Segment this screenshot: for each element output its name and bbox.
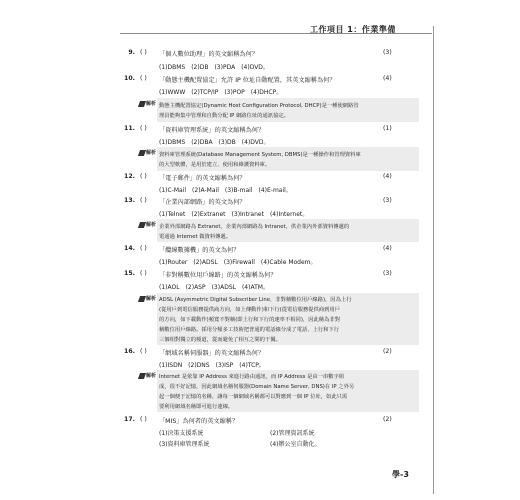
explanation-line: 三個相對獨立的頻道，從而避免了相互之間的干擾。 bbox=[159, 337, 281, 343]
explanation-line: 資料庫管理系統(Database Management System, DBMS)是一種操作和管理資料庫 bbox=[159, 152, 361, 158]
question-number: 17. bbox=[124, 416, 135, 423]
question-number: 15. bbox=[124, 270, 135, 277]
explanation-box bbox=[139, 219, 429, 242]
explanation-box bbox=[139, 147, 429, 171]
question-options: (1)Telnet (2)Extranet (3)Intranet (4)Internet。 bbox=[159, 211, 309, 218]
explanation-pen-icon: 解析 bbox=[139, 294, 157, 304]
question-text: 「個人數位助理」的英文縮稱為何？ bbox=[159, 51, 258, 58]
question-text: 「纜線數據機」的英文為何？ bbox=[159, 247, 240, 254]
explanation-line: 的大型軟體，是用於建立、使用和維護資料庫。 bbox=[159, 162, 271, 168]
explanation-line: 的方向，如下載動作)頻寬不對稱(即上行和下行的速率不相同)，因此稱為非對 bbox=[159, 317, 340, 323]
explanation-line: 起一個便于記憶的名稱，讓每一個網域名稱都可以對應到一個 IP 位址，如此只需 bbox=[159, 394, 348, 400]
answer-key: (4) bbox=[383, 173, 392, 180]
explanation-box bbox=[139, 98, 429, 122]
answer-key: (3) bbox=[383, 197, 392, 204]
question-text: 「電子郵件」的英文縮稱為何？ bbox=[159, 175, 246, 182]
answer-key: (4) bbox=[383, 75, 392, 82]
answer-blank: ( ) bbox=[140, 270, 147, 277]
explanation-pen-icon: 解析 bbox=[139, 371, 157, 381]
question-options: (1)Router (2)ADSL (3)Firewall (4)Cable Modem。 bbox=[159, 259, 317, 266]
question-number: 13. bbox=[124, 197, 135, 204]
answer-blank: ( ) bbox=[140, 173, 147, 180]
explanation-pen-icon: 解析 bbox=[139, 99, 157, 109]
answer-blank: ( ) bbox=[140, 125, 147, 132]
answer-key: (3) bbox=[383, 49, 392, 56]
question-options: (1)C-Mail (2)A-Mail (3)B-mail (4)E-mail。 bbox=[159, 187, 292, 194]
explanation-line: 企業外部網路為 Extranet，企業內部網路為 Intranet，供企業內外部資料傳遞的 bbox=[159, 224, 350, 230]
answer-blank: ( ) bbox=[140, 348, 147, 355]
header-title: 工作項目 1：作業準備 bbox=[310, 25, 396, 34]
question-number: 11. bbox=[124, 125, 135, 132]
explanation-line: 電通過 Internet 做資料傳遞。 bbox=[159, 234, 232, 240]
question-text: 「動態主機配置協定」允許 IP 位址自動配置，其英文縮稱為何？ bbox=[159, 77, 336, 84]
question-number: 9. bbox=[128, 49, 135, 56]
question-options: (1)AOL (2)ASP (3)ADSL (4)ATM。 bbox=[159, 284, 269, 291]
explanation-line: Internet 是依靠 IP Address 來進行路由通訊，而 IP Address 是由一串數字組 bbox=[159, 374, 345, 380]
question-options: (1)ISDN (2)DNS (3)ISP (4)TCP。 bbox=[159, 362, 265, 369]
answer-blank: ( ) bbox=[140, 197, 147, 204]
explanation-line: (從用戶到電信服務提供商方向，如上傳動作)和下行(從電信服務提供商到用戶 bbox=[159, 307, 340, 313]
question-option: (2)管理資訊系統 bbox=[270, 430, 315, 437]
explanation-line: 理員能夠集中管理和自動分配 IP 網路位址的通訊協定。 bbox=[159, 113, 289, 119]
answer-key: (4) bbox=[383, 245, 392, 252]
question-option: (4)辦公室自動化。 bbox=[270, 441, 321, 448]
question-number: 16. bbox=[124, 348, 135, 355]
question-number: 10. bbox=[124, 75, 135, 82]
question-option: (3)資料庫管理系統 bbox=[159, 441, 210, 448]
answer-blank: ( ) bbox=[140, 49, 147, 56]
explanation-pen-icon: 解析 bbox=[139, 148, 157, 158]
answer-blank: ( ) bbox=[140, 75, 147, 82]
question-text: 「非對稱數位用戶線路」的英文縮稱為何？ bbox=[159, 272, 277, 279]
margin-rule bbox=[433, 26, 434, 494]
explanation-line: 要利用網域名稱即可進行連線。 bbox=[159, 404, 234, 410]
answer-key: (2) bbox=[383, 348, 392, 355]
question-number: 14. bbox=[124, 245, 135, 252]
page-number: 學-3 bbox=[392, 470, 409, 479]
question-number: 12. bbox=[124, 173, 135, 180]
answer-blank: ( ) bbox=[140, 416, 147, 423]
answer-key: (1) bbox=[383, 125, 392, 132]
question-option: (1)決策支援系統 bbox=[159, 430, 204, 437]
answer-key: (3) bbox=[383, 270, 392, 277]
explanation-line: ADSL (Asymmetric Digital Subscriber Line，非對稱數位用戶線路)，因為上行 bbox=[159, 297, 352, 303]
question-options: (1)DBMS (2)DB (3)PDA (4)DVD。 bbox=[159, 64, 269, 71]
question-options: (1)DBMS (2)DBA (3)DB (4)DVD。 bbox=[159, 139, 270, 146]
answer-blank: ( ) bbox=[140, 245, 147, 252]
question-text: 「網域名稱伺服器」的英文縮稱為何？ bbox=[159, 350, 265, 357]
explanation-pen-icon: 解析 bbox=[139, 220, 157, 230]
question-text: 「MIS」為何者的英文縮稱？ bbox=[159, 418, 239, 425]
explanation-line: 成，很不好記憶，因此網域名稱伺服器(Domain Name Server, DNS)在 IP 之外另 bbox=[159, 384, 355, 390]
question-text: 「資料庫管理系統」的英文縮稱為何？ bbox=[159, 127, 265, 134]
answer-key: (2) bbox=[383, 416, 392, 423]
explanation-line: 動態主機配置協定(Dynamic Host Configuration Protocol, DHCP)是一種使網路管 bbox=[159, 103, 359, 109]
explanation-box bbox=[139, 370, 429, 412]
explanation-box bbox=[139, 293, 429, 345]
question-text: 「企業內部網路」的英文為何？ bbox=[159, 199, 246, 206]
explanation-line: 稱數位用戶線路。採用分頻多工技術把普通的電話線分成了電話、上行和下行 bbox=[159, 327, 340, 333]
question-options: (1)WWW (2)TCP/IP (3)POP (4)DHCP。 bbox=[159, 89, 283, 96]
